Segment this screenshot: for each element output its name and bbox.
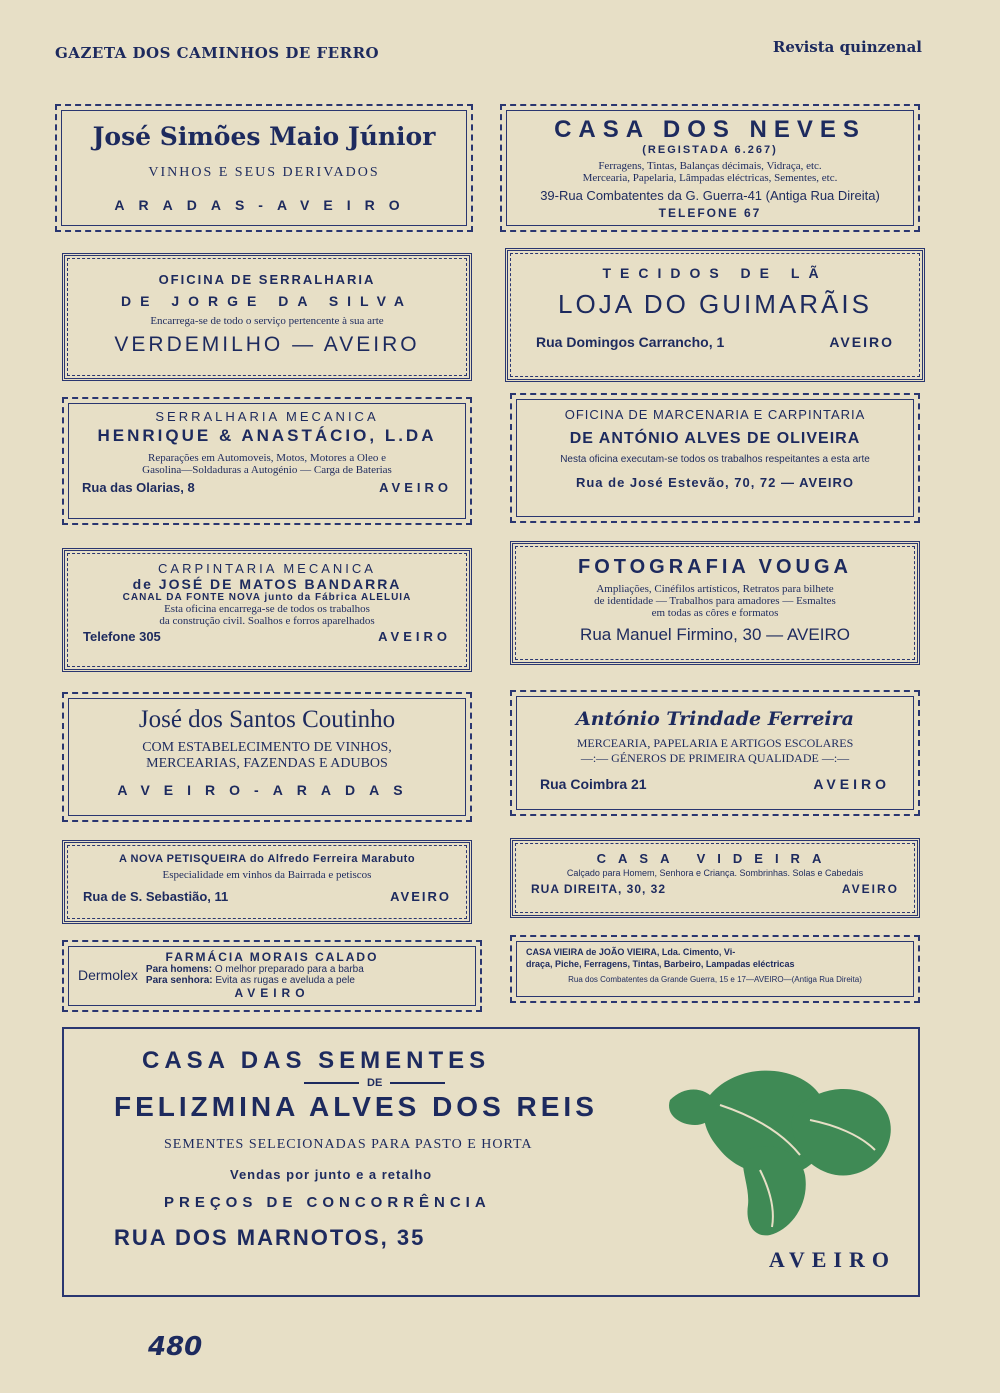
ad-desc-2: de identidade — Trabalhos para amadores — Esmaltes [594, 595, 836, 607]
ad-de: DE [367, 1077, 383, 1089]
ad-desc-2: MERCEARIAS, FAZENDAS E ADUBOS [146, 756, 388, 771]
ad-desc-1: MERCEARIA, PAPELARIA E ARTIGOS ESCOLARES [576, 736, 854, 750]
ad-address: Rua de S. Sebastião, 11 [83, 889, 229, 904]
ad-desc-1: COM ESTABELECIMENTO DE VINHOS, [142, 740, 392, 755]
ad-desc-1: SEMENTES SELECIONADAS PARA PASTO E HORTA [164, 1137, 533, 1152]
ad-desc-2: da construção civil. Soalhos e forros aparelhados [159, 615, 375, 627]
divider-left [304, 1082, 359, 1084]
ad-name: FELIZMINA ALVES DOS REIS [114, 1091, 598, 1122]
ad-location: AVEIRO [378, 629, 451, 644]
ad-title: SERRALHARIA MECANICA [155, 409, 379, 424]
ad-women-label: Para senhora: [145, 975, 213, 986]
ad-desc-3: em todas as côres e formatos [651, 607, 779, 619]
ad-name: A NOVA PETISQUEIRA do Alfredo Ferreira Marabuto [118, 853, 416, 865]
ad-desc-1: Ferragens, Tintas, Balanças décimais, Vidraça, etc. [598, 160, 822, 172]
ad-antonio-alves [510, 393, 920, 523]
ad-jose-de-matos-bandarra [62, 548, 472, 672]
ad-casa-vieira [510, 935, 920, 1003]
ad-location: VERDEMILHO — AVEIRO [114, 333, 420, 356]
ad-henrique-anastacio [62, 397, 472, 525]
ad-address: 39-Rua Combatentes da G. Guerra-41 (Antiga Rua Direita) [540, 188, 880, 203]
ad-men-label: Para homens: [145, 964, 213, 975]
ad-farmacia-morais-calado [62, 940, 482, 1012]
ad-name: António Trindade Ferreira [576, 708, 854, 730]
ad-nova-petisqueira [62, 840, 472, 924]
ad-location: AVEIRO [813, 776, 890, 792]
ad-telephone: Telefone 305 [83, 629, 161, 644]
ad-location: AVEIRO [379, 480, 452, 495]
ad-jose-dos-santos-coutinho [62, 692, 472, 822]
ad-name: LOJA DO GUIMARÃIS [558, 289, 872, 319]
ad-subtitle: Especialidade em vinhos da Bairrada e petiscos [162, 869, 372, 881]
ad-location: AVEIRO [841, 882, 899, 896]
ad-title: OFICINA DE SERRALHARIA [158, 272, 376, 287]
ad-name: FOTOGRAFIA VOUGA [578, 556, 852, 578]
journal-subtitle: Revista quinzenal [772, 38, 922, 56]
ad-desc-3: PREÇOS DE CONCORRÊNCIA [164, 1194, 491, 1211]
ad-name: FARMÁCIA MORAIS CALADO [165, 950, 379, 964]
ad-location: ARADAS-AVEIRO [114, 197, 414, 213]
ad-address: Rua Domingos Carrancho, 1 [536, 334, 725, 350]
ad-desc-2: Vendas por junto e a retalho [230, 1167, 433, 1182]
divider-right [390, 1082, 445, 1084]
ad-address: Rua Coimbra 21 [540, 776, 647, 792]
ad-desc-1: Ampliações, Cinéfilos artísticos, Retratos para bilhete [596, 583, 834, 595]
ad-subtitle: Encarrega-se de todo o serviço pertencente à sua arte [150, 315, 384, 327]
ad-telephone: TELEFONE 67 [658, 206, 762, 220]
ad-brand: Dermolex [78, 967, 138, 983]
ad-location: AVEIRO [829, 334, 894, 350]
ad-subtitle: CANAL DA FONTE NOVA junto da Fábrica ALELUIA [122, 592, 412, 603]
ad-location: AVEIRO [390, 889, 451, 904]
ad-desc-1: Reparações em Automoveis, Motos, Motores a Oleo e [148, 452, 386, 464]
ad-title: CARPINTARIA MECANICA [158, 561, 376, 576]
ad-name: CASA VIDEIRA [596, 851, 834, 866]
ad-desc-2: draça, Piche, Ferragens, Tintas, Barbeiro, Lampadas eléctricas [526, 959, 795, 969]
ad-desc-2: Mercearia, Papelaria, Lâmpadas eléctricas, Sementes, etc. [582, 172, 838, 184]
ad-address: Rua das Olarias, 8 [82, 480, 195, 495]
ad-name: DE JORGE DA SILVA [121, 293, 413, 309]
ad-casa-videira [510, 838, 920, 918]
ad-desc-2: —:— GÉNEROS DE PRIMEIRA QUALIDADE —:— [580, 751, 850, 765]
ad-jorge-da-silva [62, 253, 472, 381]
ad-fotografia-vouga [510, 541, 920, 665]
ad-jose-simoes [55, 104, 473, 232]
ad-location: AVEIRO [234, 986, 310, 1000]
ad-subtitle: Calçado para Homem, Senhora e Criança. Sombrinhas. Solas e Cabedais [566, 868, 864, 878]
page-number: 480 [148, 1332, 203, 1362]
ad-address: RUA DIREITA, 30, 32 [531, 882, 667, 896]
seed-leaf-illustration [650, 1055, 900, 1245]
ad-address: RUA DOS MARNOTOS, 35 [114, 1225, 426, 1250]
ad-desc-2: Gasolina—Soldaduras a Autogénio — Carga de Baterias [142, 464, 392, 476]
ad-casa-dos-neves [500, 104, 920, 232]
ad-address: Rua Manuel Firmino, 30 — AVEIRO [580, 625, 850, 644]
ad-address: Rua dos Combatentes da Grande Guerra, 15 e 17—AVEIRO—(Antiga Rua Direita) [568, 975, 862, 984]
ad-title: CASA DAS SEMENTES [142, 1047, 491, 1074]
ad-location: AVEIRO-ARADAS [117, 782, 417, 798]
ad-subtitle: Nesta oficina executam-se todos os trabalhos respeitantes a esta arte [560, 454, 870, 465]
ad-desc-1: Esta oficina encarrega-se de todos os trabalhos [164, 603, 370, 615]
ad-title: OFICINA DE MARCENARIA E CARPINTARIA [564, 407, 866, 422]
ad-location: AVEIRO [768, 1247, 896, 1272]
ad-name: DE ANTÓNIO ALVES DE OLIVEIRA [569, 430, 861, 447]
ad-address: Rua de José Estevão, 70, 72 — AVEIRO [575, 475, 855, 490]
ad-name: de JOSÉ DE MATOS BANDARRA [132, 576, 402, 592]
ad-registration: (REGISTADA 6.267) [642, 144, 778, 156]
ad-title: TECIDOS DE LÃ [602, 265, 828, 281]
ad-name: CASA DOS NEVES [554, 116, 866, 143]
ad-women-text: Evita as rugas e aveluda a pele [215, 975, 355, 986]
ad-subtitle: VINHOS E SEUS DERIVADOS [148, 165, 380, 180]
ad-desc-1: CASA VIEIRA de JOÃO VIEIRA, Lda. Cimento, Vi- [526, 947, 736, 957]
ad-men-text: O melhor preparado para a barba [214, 964, 364, 975]
journal-title: GAZETA DOS CAMINHOS DE FERRO [55, 44, 380, 62]
ad-name: HENRIQUE & ANASTÁCIO, L.DA [97, 426, 437, 445]
ad-loja-do-guimarais [505, 248, 925, 382]
ad-name: José Simões Maio Júnior [92, 122, 436, 151]
ad-name: José dos Santos Coutinho [138, 706, 396, 733]
ad-antonio-trindade-ferreira [510, 690, 920, 816]
